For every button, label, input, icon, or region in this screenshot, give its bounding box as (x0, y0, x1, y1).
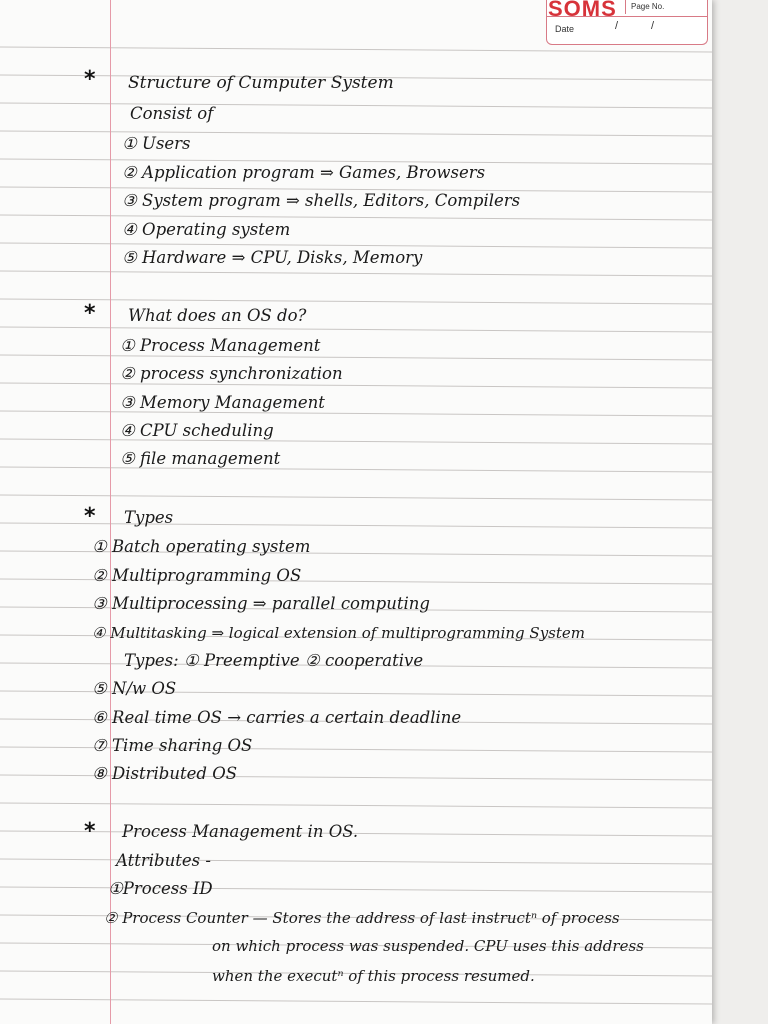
list-item: ② process synchronization (120, 364, 343, 383)
list-item: ⑤ Hardware ⇒ CPU, Disks, Memory (122, 248, 423, 267)
date-label: Date (555, 24, 575, 34)
list-item: ④ Multitasking ⇒ logical extension of multiprogramming System (92, 624, 586, 642)
list-item: ① Users (122, 134, 191, 153)
list-item: ④ Operating system (122, 220, 291, 239)
list-item: ⑦ Time sharing OS (92, 736, 253, 755)
header-divider (625, 0, 626, 14)
list-item: ② Multiprogramming OS (92, 566, 302, 585)
list-item: ⑤ N/w OS (92, 679, 177, 698)
page-no-label: Page No. (631, 2, 665, 11)
date-separator: / (615, 20, 619, 32)
list-item: ③ Multiprocessing ⇒ parallel computing (92, 594, 430, 613)
section-title: Process Management in OS. (122, 822, 359, 841)
brand-logo: SOMS (548, 0, 617, 21)
list-item: ① Batch operating system (92, 537, 311, 556)
list-subitem: Types: ① Preemptive ② cooperative (124, 651, 424, 670)
list-item: ② Process Counter — Stores the address of last instructⁿ of process (104, 909, 620, 927)
list-item: ① Process Management (120, 336, 321, 355)
list-item: ⑥ Real time OS → carries a certain deadline (92, 708, 462, 727)
bullet-star: * (84, 819, 96, 844)
section-title: Types (124, 508, 174, 527)
section-intro: Attributes - (116, 851, 211, 870)
list-item: ④ CPU scheduling (120, 421, 274, 440)
section-intro: Consist of (130, 104, 214, 123)
bullet-star: * (84, 504, 96, 529)
section-title: What does an OS do? (128, 306, 307, 325)
list-item: ⑧ Distributed OS (92, 764, 238, 783)
list-item-continuation: on which process was suspended. CPU uses this address (212, 937, 644, 955)
bullet-star: * (84, 67, 96, 92)
list-item: ③ System program ⇒ shells, Editors, Compilers (122, 191, 521, 210)
margin-line (110, 0, 111, 1024)
list-item: ①Process ID (108, 879, 213, 898)
list-item: ③ Memory Management (120, 393, 325, 412)
list-item: ② Application program ⇒ Games, Browsers (122, 163, 486, 182)
bullet-star: * (84, 301, 96, 326)
date-separator: / (651, 20, 655, 32)
section-title: Structure of Cumputer System (128, 73, 394, 93)
list-item: ⑤ file management (120, 449, 281, 468)
list-item-continuation: when the executⁿ of this process resumed. (212, 967, 535, 985)
